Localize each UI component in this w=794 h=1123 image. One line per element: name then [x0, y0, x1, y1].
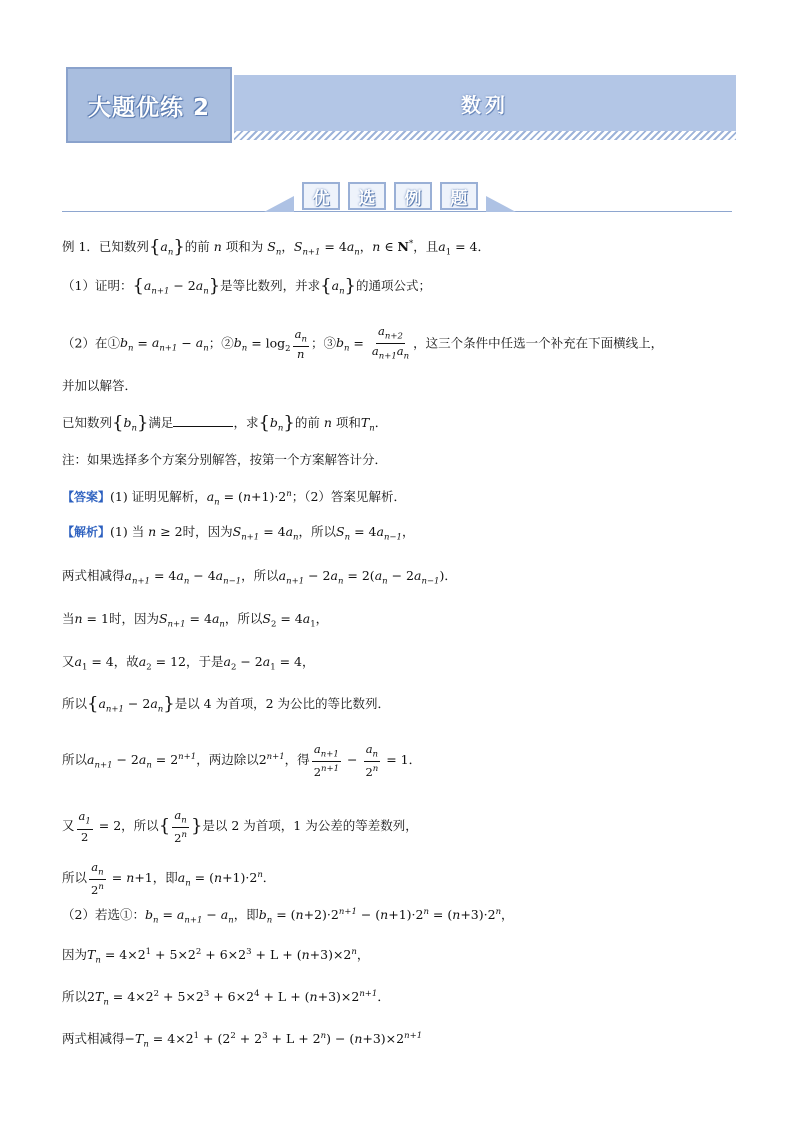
left-wing-decoration	[264, 196, 294, 212]
solution-tag: 【解析】	[62, 525, 111, 539]
answer-tag: 【答案】	[62, 490, 111, 505]
solution-line-9: （2）若选①：$b_n = a_{n+1} - a_n$，即$b_n = (n+2)\cdot 2^{n+1} - (n+1)\cdot 2^n = (n+3)\cdot 2^n$，	[62, 907, 514, 926]
problem-note: 注：如果选择多个方案分别解答，按第一个方案解答计分．	[62, 452, 388, 467]
fill-blank	[173, 414, 233, 427]
problem-part2-cont: 并加以解答．	[62, 378, 138, 393]
solution-line-6: 所以$a_{n+1} - 2a_n = 2^{n+1}$，两边除以$2^{n+1}$，得 $\frac{a_{n+1}}{2^{n+1}}$ − $\frac{a_n}{2^n}$ = 1．	[62, 742, 422, 780]
section-header	[62, 178, 732, 214]
problem-intro: 例 1．已知数列$\{a_n\}$的前 n 项和为 $S_n$，$S_{n+1} = 4a_n$，n ∈ N*，且$a_1 = 4$．	[62, 236, 490, 258]
solution-line-11: 所以$2T_n = 4\times 2^2 + 5\times 2^3 + 6\times 2^4 + L + (n+3)\times 2^{n+1}$．	[62, 989, 390, 1008]
solution-line-7: 又 $\frac{a_1}{2}$ = 2，所以{ $\frac{a_n}{2^n}$ }是以 2 为首项，1 为公差的等差数列，	[62, 808, 418, 846]
problem-part2: （2）在$①b_n = a_{n+1} - a_n$；$②b_n = \log_2$ $\frac{a_n}{n}$ ；$③b_n$ = $\frac{a_{n+2}}{a_{n+1}a_n}$ ，这三个条件中任选一个补充在下面横线上，	[62, 324, 664, 362]
solution-line-3: 当n = 1时，因为$S_{n+1} = 4a_n$，所以$S_2 = 4a_1$，	[62, 611, 329, 630]
answer-line: 【答案】(1) 证明见解析，$a_n = (n+1)\cdot 2^n$；（2）答案见解析．	[62, 489, 406, 508]
solution-line-10: 因为$T_n = 4\times 2^1 + 5\times 2^2 + 6\times 2^3 + L + (n+3)\times 2^n$，	[62, 947, 370, 966]
problem-part1: （1）证明：$\{a_{n+1} - 2a_n\}$是等比数列，并求$\{a_n\}$的通项公式；	[62, 275, 432, 297]
solution-line-5: 所以$\{a_{n+1} - 2a_n\}$是以 4 为首项，2 为公比的等比数列．	[62, 693, 391, 715]
title-bar	[234, 75, 736, 131]
solution-line-1: 【解析】(1) 当 n ≥ 2时，因为$S_{n+1} = 4a_n$，所以$S_n = 4a_{n-1}$，	[62, 524, 415, 543]
right-wing-decoration	[486, 196, 516, 212]
section-char: 题	[440, 182, 478, 210]
decorative-stripe	[234, 131, 736, 140]
section-tab	[294, 178, 486, 212]
solution-line-12: 两式相减得$-T_n = 4\times 2^1 + (2^2 + 2^3 + L + 2^n) - (n+3)\times 2^{n+1}$	[62, 1031, 423, 1050]
page-title: 数列	[461, 92, 509, 117]
section-char: 优	[302, 182, 340, 210]
solution-line-4: 又$a_1 = 4$，故$a_2 = 12$，于是$a_2 - 2a_1 = 4$，	[62, 654, 315, 673]
section-char: 例	[394, 182, 432, 210]
title-banner	[66, 67, 736, 143]
section-char: 选	[348, 182, 386, 210]
solution-line-2: 两式相减得$a_{n+1} = 4a_n - 4a_{n-1}$，所以$a_{n+1} - 2a_n = 2(a_n - 2a_{n-1})$．	[62, 568, 457, 587]
solution-line-8: 所以 $\frac{a_n}{2^n}$ = n+1，即$a_n = (n+1)\cdot 2^n$．	[62, 860, 276, 898]
badge	[66, 67, 232, 143]
problem-given: 已知数列$\{b_n\}$满足 ，求$\{b_n\}$的前 n 项和$T_n$．	[62, 412, 388, 434]
badge-label: 大题优练 2	[87, 94, 210, 121]
